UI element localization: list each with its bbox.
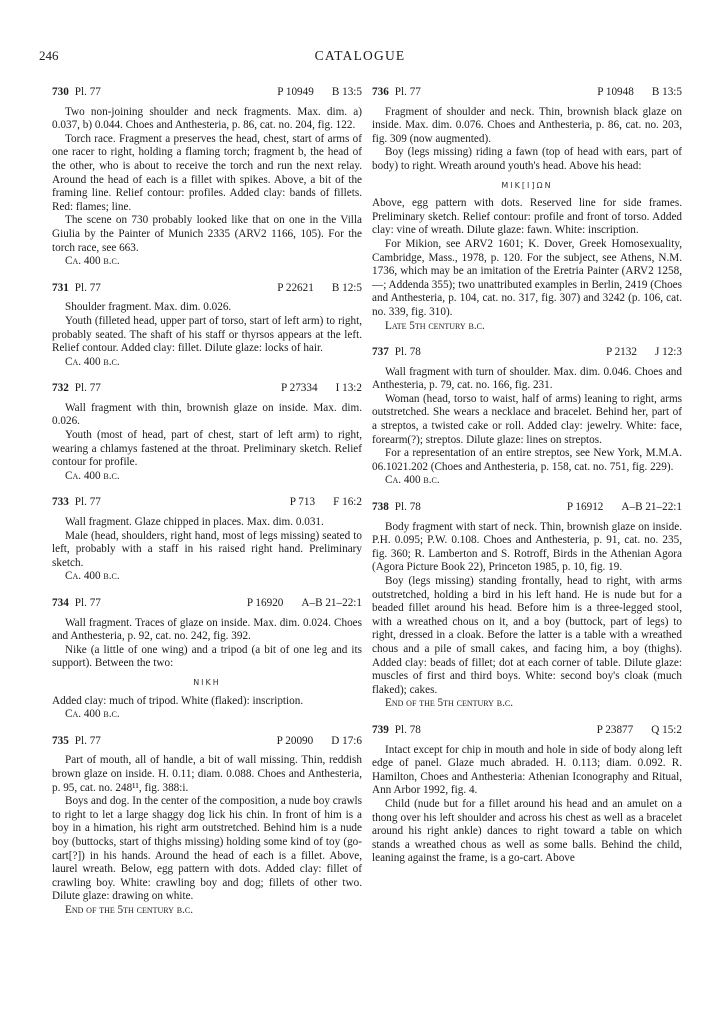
right-column — [372, 86, 682, 879]
entry-heading — [52, 496, 362, 510]
entry-paragraph: Woman (head, torso to waist, half of arms) leaning to right, arms outstretched. She wears a necklace and bracelet. Behind her, part of a streptos, a twisted cake or roll. Added clay: jewelry. White: face, forearm(?); streptos. Dilute glaze: lines on streptos. — [372, 392, 682, 446]
catalogue-entry — [52, 282, 362, 370]
entry-heading — [52, 735, 362, 749]
entry-date: Ca. 400 b.c. — [385, 474, 440, 487]
entry-number: 735 — [52, 734, 69, 747]
catalogue-entry — [52, 86, 362, 269]
entry-paragraph: For Mikion, see ARV2 1601; K. Dover, Greek Homosexuality, Cambridge, Mass., 1978, p. 120. For the subject, see Athens, N.M. 1736, which may be an imitation of the Eretria Painter (ARV2 1258, —; Addenda 355); two unattributed examples in Berlin, 2419 (Choes and Anthesteria, p. 104, cat. no. 317, fig. 307) and 3242 (p. 106, cat. no. 339, fig. 310). — [372, 237, 682, 318]
inventory-number: P 10948 — [597, 86, 634, 98]
catalogue-entry — [52, 496, 362, 584]
entry-heading-left — [52, 382, 101, 396]
entry-paragraph: Wall fragment with turn of shoulder. Max. dim. 0.046. Choes and Anthesteria, p. 79, cat. no. 166, fig. 231. — [372, 365, 682, 392]
plate-reference: Pl. 78 — [394, 346, 421, 359]
entry-number: 738 — [372, 501, 389, 514]
catalogue-entry — [372, 346, 682, 488]
inventory-number: P 16920 — [246, 597, 284, 609]
entry-paragraph: Boy (legs missing) standing frontally, head to right, with arms outstretched, holding a bird in his left hand. He is nude but for a beaded fillet around his head. Before him is a three-legged stool, with a wreathed chous on it, and a boy (buttock, part of legs) to right, dressed in a cloak. Before the latter is a table with a wreathed chous and a pile of small cakes, and facing him, a boy (thighs). Added clay: beads of fillet; dot at each corner of table. Dilute glaze: muscles of first and third boys. White: second boy's cloak (much flaked); cakes. — [372, 575, 682, 696]
entry-heading-left — [372, 501, 421, 515]
grid-reference: A–B 21–22:1 — [301, 597, 362, 609]
inventory-number: P 27334 — [281, 382, 318, 395]
catalogue-entry — [52, 597, 362, 722]
entry-heading-left — [52, 597, 101, 611]
entry-date: End of the 5th century b.c. — [65, 903, 194, 916]
entry-heading — [372, 724, 682, 738]
entry-paragraph: Boy (legs missing) riding a fawn (top of head with ears, part of body) to right. Wreath around youth's head. Above his head: — [372, 146, 682, 172]
left-column — [52, 86, 362, 930]
entry-heading-left — [52, 282, 101, 296]
entry-heading — [372, 86, 682, 100]
entry-number: 732 — [52, 382, 69, 395]
plate-reference: Pl. 77 — [74, 281, 101, 294]
entry-paragraph: Added clay: much of tripod. White (flaked): inscription. — [52, 694, 304, 707]
entry-heading-left — [52, 735, 101, 749]
entry-paragraph: Part of mouth, all of handle, a bit of wall missing. Thin, reddish brown glaze on inside. H. 0.11; diam. 0.088. Choes and Anthesteria, p. 95, cat. no. 248¹¹, fig. 388:i. — [52, 754, 362, 794]
entry-heading — [52, 282, 362, 296]
plate-reference: Pl. 77 — [74, 382, 101, 395]
inscription: ΝΙΚΗ — [193, 677, 221, 687]
entry-heading-right — [606, 346, 682, 360]
grid-reference: I 13:2 — [335, 382, 362, 395]
catalogue-entry — [372, 724, 682, 866]
entry-heading-right — [281, 382, 362, 396]
plate-reference: Pl. 77 — [74, 86, 101, 98]
entry-heading — [52, 86, 362, 100]
plate-reference: Pl. 77 — [394, 86, 421, 98]
entry-paragraph: Torch race. Fragment a preserves the head, chest, start of arms of one racer to right, holding a flaming torch; fragment b, the head of the other, who is about to receive the torch and run the next relay. Around the head of each is a fillet with spikes. Above, a bit of the framing line. Relief contour: profiles. Added clay: bands of fillets. Red: flames; line. — [52, 132, 362, 213]
entry-heading — [52, 597, 362, 611]
entry-paragraph: Boys and dog. In the center of the composition, a nude boy crawls to right to let a large shaggy dog lick his chin. In front of him is a boy in a himation, his right arm outstretched. Behind him is a nude boy (buttocks, start of thighs missing) holding some kind of toy (go-cart[?]) in his hands. Around the head of each is a fillet. Above, laurel wreath. Below, egg pattern with dots. Added clay: fillet of crawling boy. White: crawling boy and dog; fillets of other two. Dilute glaze: drawing on white. — [52, 795, 362, 903]
grid-reference: B 12:5 — [331, 281, 362, 294]
entry-heading-right — [247, 597, 362, 611]
entry-heading — [52, 382, 362, 396]
plate-reference: Pl. 78 — [394, 723, 421, 736]
entry-date: Ca. 400 b.c. — [65, 570, 120, 583]
entry-number: 733 — [52, 496, 69, 509]
entry-paragraph: Wall fragment with thin, brownish glaze on inside. Max. dim. 0.026. — [52, 401, 362, 428]
entry-paragraph: Fragment of shoulder and neck. Thin, brownish black glaze on inside. Max. dim. 0.076. Choes and Anthesteria, p. 86, cat. no. 203, fig. 309 (now augmented). — [372, 105, 682, 145]
entry-paragraph: Two non-joining shoulder and neck fragments. Max. dim. a) 0.037, b) 0.044. Choes and Anthesteria, p. 86, cat. no. 204, fig. 122. — [52, 105, 362, 132]
inventory-number: P 10949 — [277, 86, 314, 98]
entry-number: 730 — [52, 86, 69, 98]
entry-heading-left — [372, 86, 421, 100]
page-number: 246 — [39, 48, 59, 63]
entry-heading-right — [597, 86, 682, 100]
inventory-number: P 22621 — [277, 281, 314, 294]
grid-reference: B 13:5 — [331, 86, 362, 98]
entry-paragraph: Youth (filleted head, upper part of torso, start of left arm) to right, probably seated. The shaft of his staff or thyrsos appears at the left. Relief contour. Added clay: fillet. Dilute glaze: locks of hair. — [52, 314, 362, 355]
entry-heading-left — [52, 496, 101, 510]
entry-date: Ca. 400 b.c. — [65, 708, 120, 721]
entry-number: 731 — [52, 281, 69, 294]
entry-number: 736 — [372, 86, 389, 98]
entry-paragraph: Nike (a little of one wing) and a tripod (a bit of one leg and its support). Between the two: — [52, 643, 362, 670]
entry-paragraph: Wall fragment. Glaze chipped in places. Max. dim. 0.031. — [65, 516, 324, 529]
page-header — [39, 48, 681, 70]
entry-number: 734 — [52, 597, 69, 609]
grid-reference: J 12:3 — [654, 346, 682, 359]
entry-paragraph: The scene on 730 probably looked like that on one in the Villa Giulia by the Painter of Munich 2335 (ARV2 1166, 105). For the torch race, see 663. — [52, 214, 362, 254]
plate-reference: Pl. 77 — [74, 597, 101, 609]
entry-heading — [372, 501, 682, 515]
entry-heading-left — [372, 724, 421, 738]
entry-number: 737 — [372, 346, 389, 359]
entry-heading-left — [372, 346, 421, 360]
plate-reference: Pl. 78 — [394, 501, 421, 514]
entry-number: 739 — [372, 723, 389, 736]
entry-paragraph: For a representation of an entire streptos, see New York, M.M.A. 06.1021.202 (Choes and Anthesteria, p. 158, cat. no. 751, fig. 229). — [372, 447, 682, 473]
plate-reference: Pl. 77 — [74, 734, 101, 747]
entry-heading-right — [277, 282, 362, 296]
entry-heading — [372, 346, 682, 360]
inventory-number: P 16912 — [566, 501, 604, 514]
entry-paragraph: Body fragment with start of neck. Thin, brownish glaze on inside. P.H. 0.095; P.W. 0.108. Choes and Anthesteria, p. 91, cat. no. 235, fig. 360; R. Lamberton and S. Rotroff, Birds in the Athenian Agora (Agora Picture Book 22), Princeton 1985, p. 10, fig. 19. — [372, 520, 682, 574]
plate-reference: Pl. 77 — [74, 496, 101, 509]
inscription: ΜΙΚ[Ι]ΩΝ — [501, 180, 553, 190]
entry-paragraph: Intact except for chip in mouth and hole in side of body along left edge of panel. Glaze much abraded. H. 0.113; diam. 0.092. R. Hamilton, Choes and Anthesteria: Athenian Iconography and Ritual, Ann Arbor 1992, fig. 4. — [372, 743, 682, 797]
grid-reference: D 17:6 — [331, 734, 362, 747]
entry-date: Late 5th century b.c. — [385, 319, 485, 332]
entry-paragraph: Child (nude but for a fillet around his head and an amulet on a thong over his left shoulder and across his chest as well as a bracelet around his right ankle) dances to right toward a table on which stands a wreathed chous as well as some balls. Behind the child, leaning against the frame, is a go-cart. Above — [372, 797, 682, 865]
grid-reference: F 16:2 — [333, 496, 362, 509]
grid-reference: B 13:5 — [651, 86, 682, 98]
entry-date: End of the 5th century b.c. — [385, 697, 514, 710]
page-title: CATALOGUE — [314, 48, 406, 63]
inventory-number: P 713 — [289, 496, 316, 509]
entry-paragraph: Above, egg pattern with dots. Reserved line for side frames. Preliminary sketch. Relief contour: profile and front of torso. Added clay: vine of wreath. Dilute glaze: fawn. White: inscription. — [372, 197, 682, 237]
entry-date: Ca. 400 b.c. — [65, 469, 120, 482]
catalogue-entry — [52, 735, 362, 918]
inventory-number: P 20090 — [276, 734, 314, 747]
inventory-number: P 23877 — [596, 723, 634, 736]
entry-paragraph: Male (head, shoulders, right hand, most of legs missing) seated to left, probably with a staff in his raised right hand. Preliminary sketch. — [52, 529, 362, 569]
catalogue-entry — [372, 501, 682, 711]
entry-heading-right — [290, 496, 362, 510]
entry-heading-left — [52, 86, 101, 100]
entry-heading-right — [567, 501, 682, 515]
catalogue-entry — [52, 382, 362, 483]
entry-paragraph: Wall fragment. Traces of glaze on inside. Max. dim. 0.024. Choes and Anthesteria, p. 92, cat. no. 242, fig. 392. — [52, 616, 362, 643]
entry-date: Ca. 400 b.c. — [65, 255, 120, 268]
entry-heading-right — [597, 724, 682, 738]
grid-reference: Q 15:2 — [651, 723, 682, 736]
entry-date: Ca. 400 b.c. — [65, 355, 120, 368]
inventory-number: P 2132 — [605, 346, 637, 359]
catalogue-entry — [372, 86, 682, 333]
entry-heading-right — [277, 86, 362, 100]
entry-paragraph: Youth (most of head, part of chest, start of left arm) to right, wearing a chlamys fastened at the throat. Preliminary sketch. Relief contour for profile. — [52, 429, 362, 469]
entry-paragraph: Shoulder fragment. Max. dim. 0.026. — [65, 301, 232, 314]
grid-reference: A–B 21–22:1 — [621, 501, 682, 514]
entry-heading-right — [277, 735, 362, 749]
